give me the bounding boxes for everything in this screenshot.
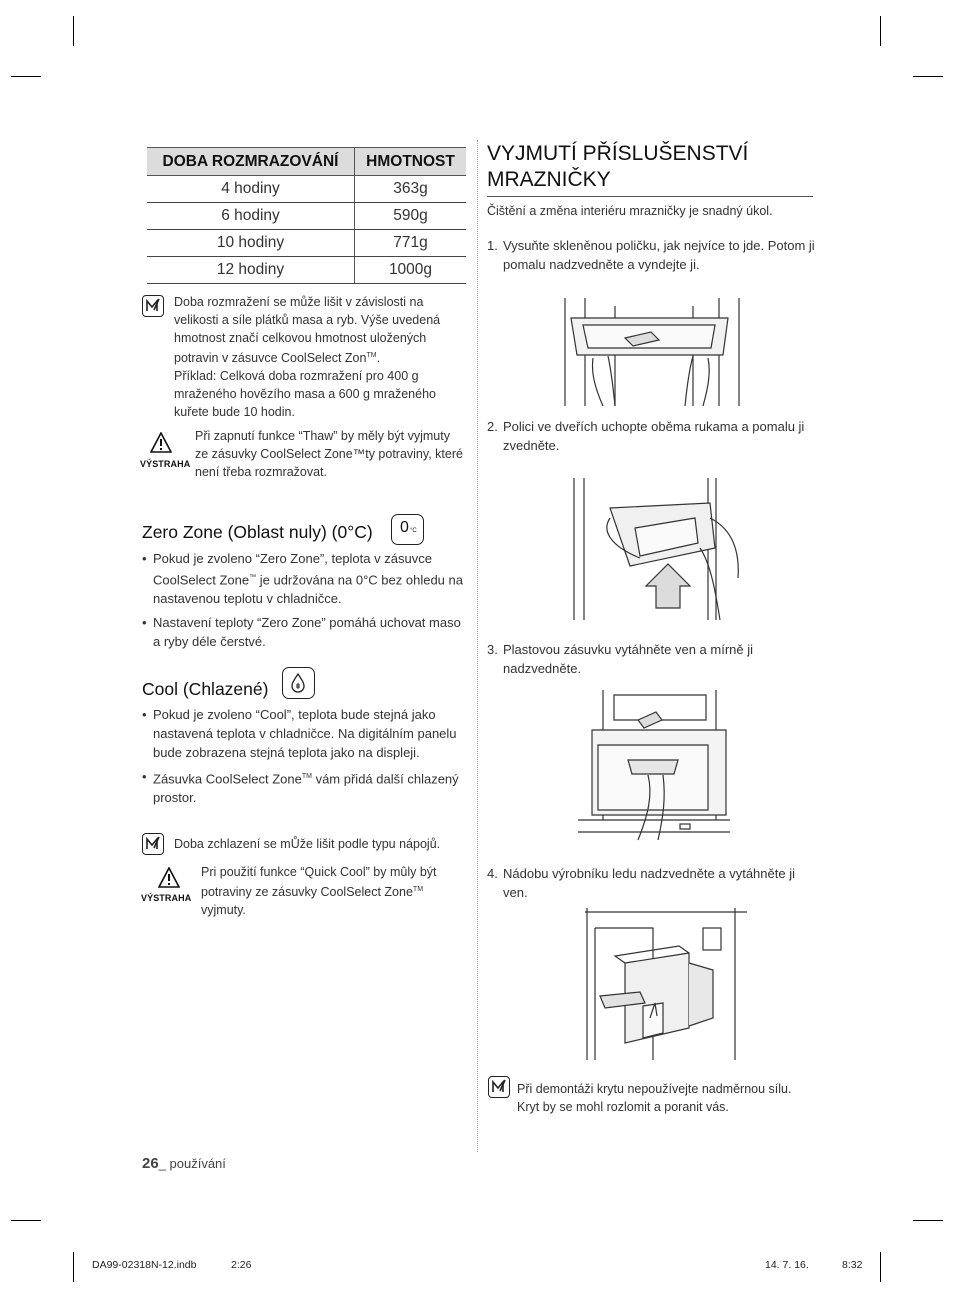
- list-item: • Pokud je zvoleno “Zero Zone”, teplota v zásuvce CoolSelect Zone™ je udržována na 0°C bez ohledu na nastavenou teplotu v chladničce.: [142, 549, 466, 608]
- list-item: • Nastavení teploty “Zero Zone” pomáhá uchovat maso a ryby déle čerstvé.: [142, 613, 466, 651]
- table-row: 12 hodiny 1000g: [147, 257, 466, 284]
- step-3: 3. Plastovou zásuvku vytáhněte ven a mírně ji nadzvedněte.: [487, 642, 754, 676]
- note-cover-removal: Při demontáži krytu nepoužívejte nadměrnou sílu. Kryt by se mohl rozlomit a poranit vás.: [517, 1082, 792, 1114]
- illustration-ice-maker: [585, 908, 747, 1060]
- table-header-weight: HMOTNOST: [355, 148, 467, 176]
- zero-zone-icon: 0 °C: [391, 514, 424, 545]
- print-date: 14. 7. 16.: [765, 1259, 809, 1271]
- table-row: 6 hodiny 590g: [147, 203, 466, 230]
- section-title: VYJMUTÍ PŘÍSLUŠENSTVÍ MRAZNIČKY: [487, 141, 813, 197]
- print-time: 8:32: [842, 1259, 863, 1271]
- thaw-table: [147, 147, 466, 284]
- table-row: 10 hodiny 771g: [147, 230, 466, 257]
- list-item: • Zásuvka CoolSelect Zone™ vám přidá další chlazený prostor.: [142, 767, 466, 807]
- column-divider: [477, 140, 478, 1152]
- table-row: 4 hodiny 363g: [147, 176, 466, 203]
- note-cooling-time: Doba zchlazení se mŮže lišit podle typu nápojů.: [174, 837, 441, 851]
- cool-title: Cool (Chlazené): [142, 679, 269, 699]
- step-4: 4. Nádobu výrobníku ledu nadzvedněte a vytáhněte ji ven.: [487, 866, 795, 900]
- warning-label: VÝSTRAHA: [141, 893, 192, 903]
- zero-zone-bullets: [142, 549, 466, 656]
- note-thaw-time: Doba rozmražení se může lišit v závislosti na velikosti a síle plátků masa a ryb. Výše uvedená hmotnost značí celkovou hmotnost uložených potravin v zásuvce CoolSelect Zon™. Příklad: Celková doba rozmražení pro 400 g mraženého hovězího masa a 600 g mraženého kuřete bude 10 hodin.: [174, 295, 441, 420]
- page-number: 26_ používání: [142, 1155, 226, 1172]
- warning-label: VÝSTRAHA: [140, 459, 191, 469]
- warning-icon: [150, 432, 172, 459]
- list-item: • Pokud je zvoleno “Cool”, teplota bude stejná jako nastavená teplota v chladničce. Na digitálním panelu bude zobrazena stejná teplota jako na displeji.: [142, 705, 466, 762]
- warning-icon: [158, 867, 180, 894]
- note-icon: [142, 833, 164, 855]
- cool-drop-icon: [282, 667, 315, 699]
- illustration-shelf-removal: [563, 298, 741, 406]
- table-header-time: DOBA ROZMRAZOVÁNÍ: [147, 148, 355, 176]
- note-icon: [488, 1076, 510, 1098]
- cool-bullets: [142, 705, 466, 812]
- warning-thaw-text: Při zapnutí funkce “Thaw” by měly být vyjmuty ze zásuvky CoolSelect Zone™ty potraviny, které není třeba rozmražovat.: [195, 429, 463, 479]
- warning-quick-cool-text: Pri použití funkce “Quick Cool” by mûly být potraviny ze zásuvky CoolSelect Zone™ vyjmuty.: [201, 865, 437, 918]
- file-name: DA99-02318N-12.indb: [92, 1259, 197, 1271]
- zero-zone-title: Zero Zone (Oblast nuly) (0°C): [142, 522, 373, 542]
- file-page: 2:26: [231, 1259, 252, 1271]
- illustration-door-shelf: [570, 478, 750, 620]
- note-icon: [142, 295, 164, 317]
- step-1: 1. Vysuňte skleněnou poličku, jak nejvíce to jde. Potom ji pomalu nadzvedněte a vyndejte ji.: [487, 238, 815, 272]
- section-intro: Čištění a změna interiéru mrazničky je snadný úkol.: [487, 204, 773, 218]
- step-2: 2. Polici ve dveřích uchopte oběma rukama a pomalu ji zvedněte.: [487, 419, 805, 453]
- illustration-drawer: [578, 690, 730, 842]
